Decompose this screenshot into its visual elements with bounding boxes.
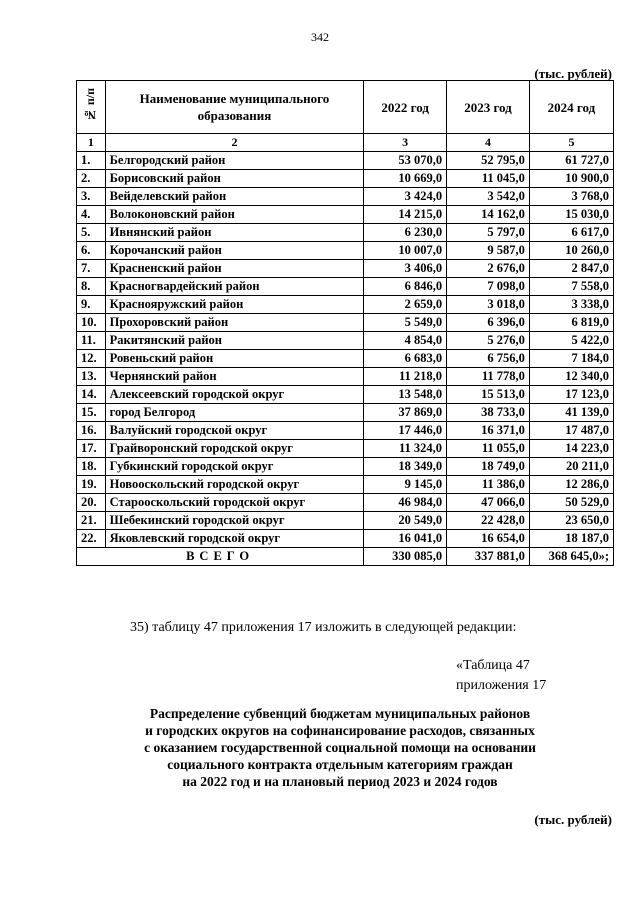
row-number: 15. — [77, 404, 106, 422]
header-num: № п/п — [77, 81, 106, 134]
row-number: 5. — [77, 224, 106, 242]
municipality-name: Новооскольский городской округ — [105, 476, 364, 494]
value-2023: 11 055,0 — [447, 440, 530, 458]
heading-line: и городских округов на софинансирование расходов, связанных — [145, 723, 535, 738]
value-2022: 6 230,0 — [364, 224, 447, 242]
column-number: 4 — [447, 134, 530, 152]
value-2023: 6 396,0 — [447, 314, 530, 332]
municipality-name: Волоконовский район — [105, 206, 364, 224]
municipality-name: Вейделевский район — [105, 188, 364, 206]
municipality-name: Губкинский городской округ — [105, 458, 364, 476]
value-2023: 16 654,0 — [447, 530, 530, 548]
table-row — [77, 260, 614, 278]
value-2024: 7 558,0 — [529, 278, 613, 296]
row-number: 14. — [77, 386, 106, 404]
column-number: 5 — [529, 134, 613, 152]
row-number: 6. — [77, 242, 106, 260]
value-2022: 5 549,0 — [364, 314, 447, 332]
value-2022: 3 406,0 — [364, 260, 447, 278]
units-label-bottom: (тыс. рублей) — [534, 812, 612, 827]
row-number: 21. — [77, 512, 106, 530]
amendment-paragraph: 35) таблицу 47 приложения 17 изложить в следующей редакции: — [130, 620, 517, 635]
municipality-name: Валуйский городской округ — [105, 422, 364, 440]
value-2024: 50 529,0 — [529, 494, 613, 512]
municipality-name: Ракитянский район — [105, 332, 364, 350]
value-2022: 10 669,0 — [364, 170, 447, 188]
value-2023: 16 371,0 — [447, 422, 530, 440]
row-number: 18. — [77, 458, 106, 476]
value-2022: 17 446,0 — [364, 422, 447, 440]
table-row — [77, 422, 614, 440]
municipality-name: Шебекинский городской округ — [105, 512, 364, 530]
value-2022: 11 324,0 — [364, 440, 447, 458]
value-2024: 20 211,0 — [529, 458, 613, 476]
row-number: 1. — [77, 152, 106, 170]
table-row — [77, 368, 614, 386]
municipality-name: Ивнянский район — [105, 224, 364, 242]
row-number: 13. — [77, 368, 106, 386]
row-number: 17. — [77, 440, 106, 458]
header-2024: 2024 год — [529, 81, 613, 134]
value-2024: 6 617,0 — [529, 224, 613, 242]
value-2024: 7 184,0 — [529, 350, 613, 368]
value-2024: 10 900,0 — [529, 170, 613, 188]
table-row — [77, 458, 614, 476]
value-2024: 12 286,0 — [529, 476, 613, 494]
table-heading — [90, 705, 590, 790]
municipality-name: город Белгород — [105, 404, 364, 422]
value-2023: 18 749,0 — [447, 458, 530, 476]
column-number: 1 — [77, 134, 106, 152]
column-number: 3 — [364, 134, 447, 152]
value-2023: 38 733,0 — [447, 404, 530, 422]
value-2024: 14 223,0 — [529, 440, 613, 458]
header-name: Наименование муниципального образования — [105, 81, 364, 134]
municipality-name: Борисовский район — [105, 170, 364, 188]
table-row — [77, 170, 614, 188]
municipality-name: Красногвардейский район — [105, 278, 364, 296]
table-row — [77, 314, 614, 332]
municipality-name: Грайворонский городской округ — [105, 440, 364, 458]
table-row — [77, 530, 614, 548]
heading-line: на 2022 год и на плановый период 2023 и 2024 годов — [182, 774, 498, 789]
total-2024: 368 645,0»; — [529, 548, 613, 566]
table-row — [77, 152, 614, 170]
value-2023: 11 045,0 — [447, 170, 530, 188]
value-2024: 5 422,0 — [529, 332, 613, 350]
value-2023: 11 778,0 — [447, 368, 530, 386]
row-number: 7. — [77, 260, 106, 278]
value-2022: 13 548,0 — [364, 386, 447, 404]
row-number: 19. — [77, 476, 106, 494]
value-2024: 3 338,0 — [529, 296, 613, 314]
value-2023: 5 276,0 — [447, 332, 530, 350]
municipality-name: Старооскольский городской округ — [105, 494, 364, 512]
value-2023: 14 162,0 — [447, 206, 530, 224]
value-2022: 20 549,0 — [364, 512, 447, 530]
row-number: 4. — [77, 206, 106, 224]
value-2023: 7 098,0 — [447, 278, 530, 296]
value-2022: 16 041,0 — [364, 530, 447, 548]
value-2022: 2 659,0 — [364, 296, 447, 314]
value-2023: 11 386,0 — [447, 476, 530, 494]
value-2022: 3 424,0 — [364, 188, 447, 206]
table-row — [77, 206, 614, 224]
column-number-row — [77, 134, 614, 152]
heading-line: с оказанием государственной социальной помощи на основании — [144, 740, 536, 755]
value-2024: 12 340,0 — [529, 368, 613, 386]
table-row — [77, 296, 614, 314]
table-row — [77, 476, 614, 494]
header-2023: 2023 год — [447, 81, 530, 134]
heading-line: социального контракта отдельным категориям граждан — [167, 757, 513, 772]
value-2022: 10 007,0 — [364, 242, 447, 260]
total-label: ВСЕГО — [77, 548, 364, 566]
value-2024: 2 847,0 — [529, 260, 613, 278]
row-number: 8. — [77, 278, 106, 296]
value-2024: 6 819,0 — [529, 314, 613, 332]
municipality-name: Красненский район — [105, 260, 364, 278]
value-2022: 6 683,0 — [364, 350, 447, 368]
table-ref-line2: приложения 17 — [456, 678, 547, 693]
value-2023: 6 756,0 — [447, 350, 530, 368]
value-2024: 10 260,0 — [529, 242, 613, 260]
column-number: 2 — [105, 134, 364, 152]
table-body — [77, 152, 614, 566]
value-2024: 17 487,0 — [529, 422, 613, 440]
value-2022: 6 846,0 — [364, 278, 447, 296]
table-row — [77, 242, 614, 260]
value-2022: 46 984,0 — [364, 494, 447, 512]
value-2024: 41 139,0 — [529, 404, 613, 422]
total-row — [77, 548, 614, 566]
value-2023: 15 513,0 — [447, 386, 530, 404]
table-row — [77, 512, 614, 530]
value-2022: 53 070,0 — [364, 152, 447, 170]
value-2022: 37 869,0 — [364, 404, 447, 422]
table-row — [77, 188, 614, 206]
value-2022: 9 145,0 — [364, 476, 447, 494]
value-2023: 2 676,0 — [447, 260, 530, 278]
total-2022: 330 085,0 — [364, 548, 447, 566]
value-2024: 15 030,0 — [529, 206, 613, 224]
row-number: 9. — [77, 296, 106, 314]
municipality-name: Краснояружский район — [105, 296, 364, 314]
row-number: 22. — [77, 530, 106, 548]
value-2024: 18 187,0 — [529, 530, 613, 548]
table-row — [77, 350, 614, 368]
value-2023: 22 428,0 — [447, 512, 530, 530]
value-2022: 11 218,0 — [364, 368, 447, 386]
municipality-name: Чернянский район — [105, 368, 364, 386]
table-row — [77, 494, 614, 512]
total-2023: 337 881,0 — [447, 548, 530, 566]
value-2023: 9 587,0 — [447, 242, 530, 260]
value-2023: 5 797,0 — [447, 224, 530, 242]
table-row — [77, 224, 614, 242]
table-row — [77, 386, 614, 404]
row-number: 10. — [77, 314, 106, 332]
units-label-top: (тыс. рублей) — [534, 66, 612, 81]
value-2022: 18 349,0 — [364, 458, 447, 476]
value-2022: 14 215,0 — [364, 206, 447, 224]
heading-line: Распределение субвенций бюджетам муниципальных районов — [149, 706, 531, 721]
value-2024: 23 650,0 — [529, 512, 613, 530]
value-2023: 47 066,0 — [447, 494, 530, 512]
value-2024: 3 768,0 — [529, 188, 613, 206]
table-row — [77, 440, 614, 458]
table-row — [77, 332, 614, 350]
value-2023: 3 018,0 — [447, 296, 530, 314]
table-header-row — [77, 81, 614, 134]
row-number: 2. — [77, 170, 106, 188]
table-ref-line1: «Таблица 47 — [456, 658, 530, 673]
row-number: 16. — [77, 422, 106, 440]
value-2022: 4 854,0 — [364, 332, 447, 350]
row-number: 20. — [77, 494, 106, 512]
header-2022: 2022 год — [364, 81, 447, 134]
municipality-name: Ровеньский район — [105, 350, 364, 368]
table-reference — [456, 656, 546, 696]
row-number: 11. — [77, 332, 106, 350]
municipality-name: Корочанский район — [105, 242, 364, 260]
table-row — [77, 404, 614, 422]
municipality-name: Яковлевский городской округ — [105, 530, 364, 548]
subsidy-table — [76, 80, 614, 566]
table-row — [77, 278, 614, 296]
row-number: 12. — [77, 350, 106, 368]
value-2023: 52 795,0 — [447, 152, 530, 170]
municipality-name: Прохоровский район — [105, 314, 364, 332]
page-number: 342 — [311, 30, 329, 44]
municipality-name: Белгородский район — [105, 152, 364, 170]
value-2023: 3 542,0 — [447, 188, 530, 206]
value-2024: 17 123,0 — [529, 386, 613, 404]
value-2024: 61 727,0 — [529, 152, 613, 170]
municipality-name: Алексеевский городской округ — [105, 386, 364, 404]
row-number: 3. — [77, 188, 106, 206]
